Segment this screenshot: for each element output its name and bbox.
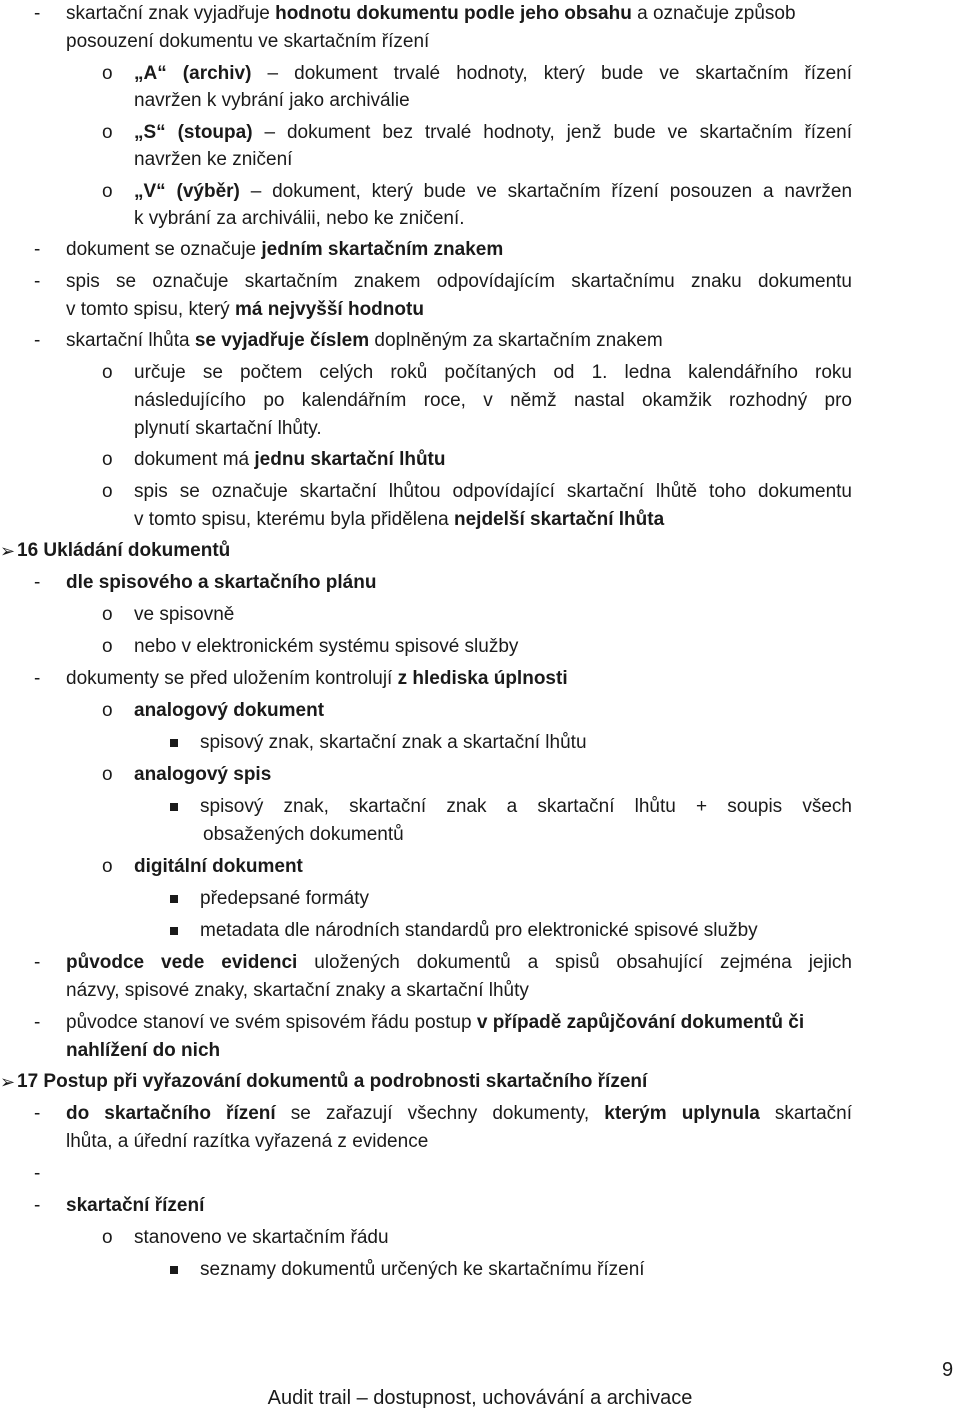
text-line: „V“ (výběr) – dokument, který bude ve skartačním řízení posouzen a navržen bbox=[134, 181, 853, 202]
text-line: skartační řízení bbox=[66, 1195, 205, 1216]
text-line: digitální dokument bbox=[134, 856, 303, 877]
bullet-dash: - bbox=[34, 1163, 41, 1184]
bullet-circle: o bbox=[102, 1227, 113, 1248]
heading-arrow-icon: ➢ bbox=[0, 541, 16, 561]
text-line: skartační lhůta se vyjadřuje číslem doplněným za skartačním znakem bbox=[66, 330, 663, 351]
text-line: dokument se označuje jedním skartačním znakem bbox=[66, 239, 504, 260]
bullet-dash: - bbox=[34, 3, 41, 24]
bullet-dash: - bbox=[34, 572, 41, 593]
square-bullet-icon bbox=[170, 803, 178, 811]
text-line: do skartačního řízení se zařazují všechny dokumenty, kterým uplynula skartační bbox=[66, 1103, 852, 1124]
bullet-dash: - bbox=[34, 952, 41, 973]
text-line: následujícího po kalendářním roce, v němž nastal okamžik rozhodný pro bbox=[134, 390, 852, 411]
bullet-dash: - bbox=[34, 239, 41, 260]
square-bullet-icon bbox=[170, 739, 178, 747]
square-bullet-icon bbox=[170, 1266, 178, 1274]
square-bullet-icon bbox=[170, 895, 178, 903]
text-line: dle spisového a skartačního plánu bbox=[66, 572, 377, 593]
bullet-circle: o bbox=[102, 636, 113, 657]
text-line: „S“ (stoupa) – dokument bez trvalé hodnoty, jenž bude ve skartačním řízení bbox=[134, 122, 852, 143]
text-line: v tomto spisu, kterému byla přidělena nejdelší skartační lhůta bbox=[134, 509, 665, 530]
text-line: v tomto spisu, který má nejvyšší hodnotu bbox=[66, 299, 424, 320]
bullet-dash: - bbox=[34, 668, 41, 689]
text-line: dokument má jednu skartační lhůtu bbox=[134, 449, 446, 470]
text-line: k vybrání za archiválii, nebo ke zničení. bbox=[134, 208, 465, 229]
square-bullet-icon bbox=[170, 927, 178, 935]
text-line: původce stanoví ve svém spisovém řádu postup v případě zapůjčování dokumentů či bbox=[66, 1012, 805, 1033]
text-line: spisový znak, skartační znak a skartační lhůtu + soupis všech bbox=[200, 796, 852, 817]
text-line: spis se označuje skartačním znakem odpovídajícím skartačnímu znaku dokumentu bbox=[66, 271, 852, 292]
bullet-circle: o bbox=[102, 63, 113, 84]
text-line: spis se označuje skartační lhůtou odpovídající skartační lhůtě toho dokumentu bbox=[134, 481, 852, 502]
text-line: analogový spis bbox=[134, 764, 272, 785]
text-line: původce vede evidenci uložených dokumentů a spisů obsahující zejména jejich bbox=[66, 952, 852, 973]
bullet-circle: o bbox=[102, 764, 113, 785]
page-footer: Audit trail – dostupnost, uchovávání a archivace bbox=[267, 1387, 693, 1409]
section-heading: 16 Ukládání dokumentů bbox=[17, 540, 231, 561]
text-line: posouzení dokumentu ve skartačním řízení bbox=[66, 31, 430, 52]
text-line: názvy, spisové znaky, skartační znaky a skartační lhůty bbox=[66, 980, 529, 1001]
text-line: stanoveno ve skartačním řádu bbox=[134, 1227, 389, 1248]
text-line: ve spisovně bbox=[134, 604, 235, 625]
text-line: metadata dle národních standardů pro elektronické spisové služby bbox=[200, 920, 758, 941]
heading-arrow-icon: ➢ bbox=[0, 1072, 16, 1092]
text-line: dokumenty se před uložením kontrolují z hlediska úplnosti bbox=[66, 668, 568, 689]
text-line: analogový dokument bbox=[134, 700, 325, 721]
text-line: obsažených dokumentů bbox=[203, 824, 404, 845]
page-number: 9 bbox=[942, 1359, 954, 1381]
text-line: nebo v elektronickém systému spisové služby bbox=[134, 636, 519, 657]
section-heading: 17 Postup při vyřazování dokumentů a podrobnosti skartačního řízení bbox=[17, 1071, 648, 1092]
text-line: spisový znak, skartační znak a skartační lhůtu bbox=[200, 732, 587, 753]
bullet-dash: - bbox=[34, 1103, 41, 1124]
bullet-circle: o bbox=[102, 604, 113, 625]
text-line: seznamy dokumentů určených ke skartačnímu řízení bbox=[200, 1259, 645, 1280]
text-line: navržen k vybrání jako archiválie bbox=[134, 90, 410, 111]
text-line: určuje se počtem celých roků počítaných od 1. ledna kalendářního roku bbox=[134, 362, 852, 383]
bullet-circle: o bbox=[102, 122, 113, 143]
text-line: navržen ke zničení bbox=[134, 149, 293, 170]
bullet-dash: - bbox=[34, 1012, 41, 1033]
bullet-dash: - bbox=[34, 330, 41, 351]
bullet-circle: o bbox=[102, 700, 113, 721]
bullet-circle: o bbox=[102, 856, 113, 877]
bullet-dash: - bbox=[34, 271, 41, 292]
bullet-circle: o bbox=[102, 362, 113, 383]
text-line: lhůta, a úřední razítka vyřazená z evidence bbox=[66, 1131, 429, 1152]
text-line: předepsané formáty bbox=[200, 888, 369, 909]
bullet-dash: - bbox=[34, 1195, 41, 1216]
bullet-circle: o bbox=[102, 449, 113, 470]
text-line: skartační znak vyjadřuje hodnotu dokumentu podle jeho obsahu a označuje způsob bbox=[66, 3, 796, 24]
text-line: plynutí skartační lhůty. bbox=[134, 418, 322, 439]
bullet-circle: o bbox=[102, 181, 113, 202]
text-line: nahlížení do nich bbox=[66, 1040, 221, 1061]
text-line: „A“ (archiv) – dokument trvalé hodnoty, který bude ve skartačním řízení bbox=[134, 63, 852, 84]
bullet-circle: o bbox=[102, 481, 113, 502]
